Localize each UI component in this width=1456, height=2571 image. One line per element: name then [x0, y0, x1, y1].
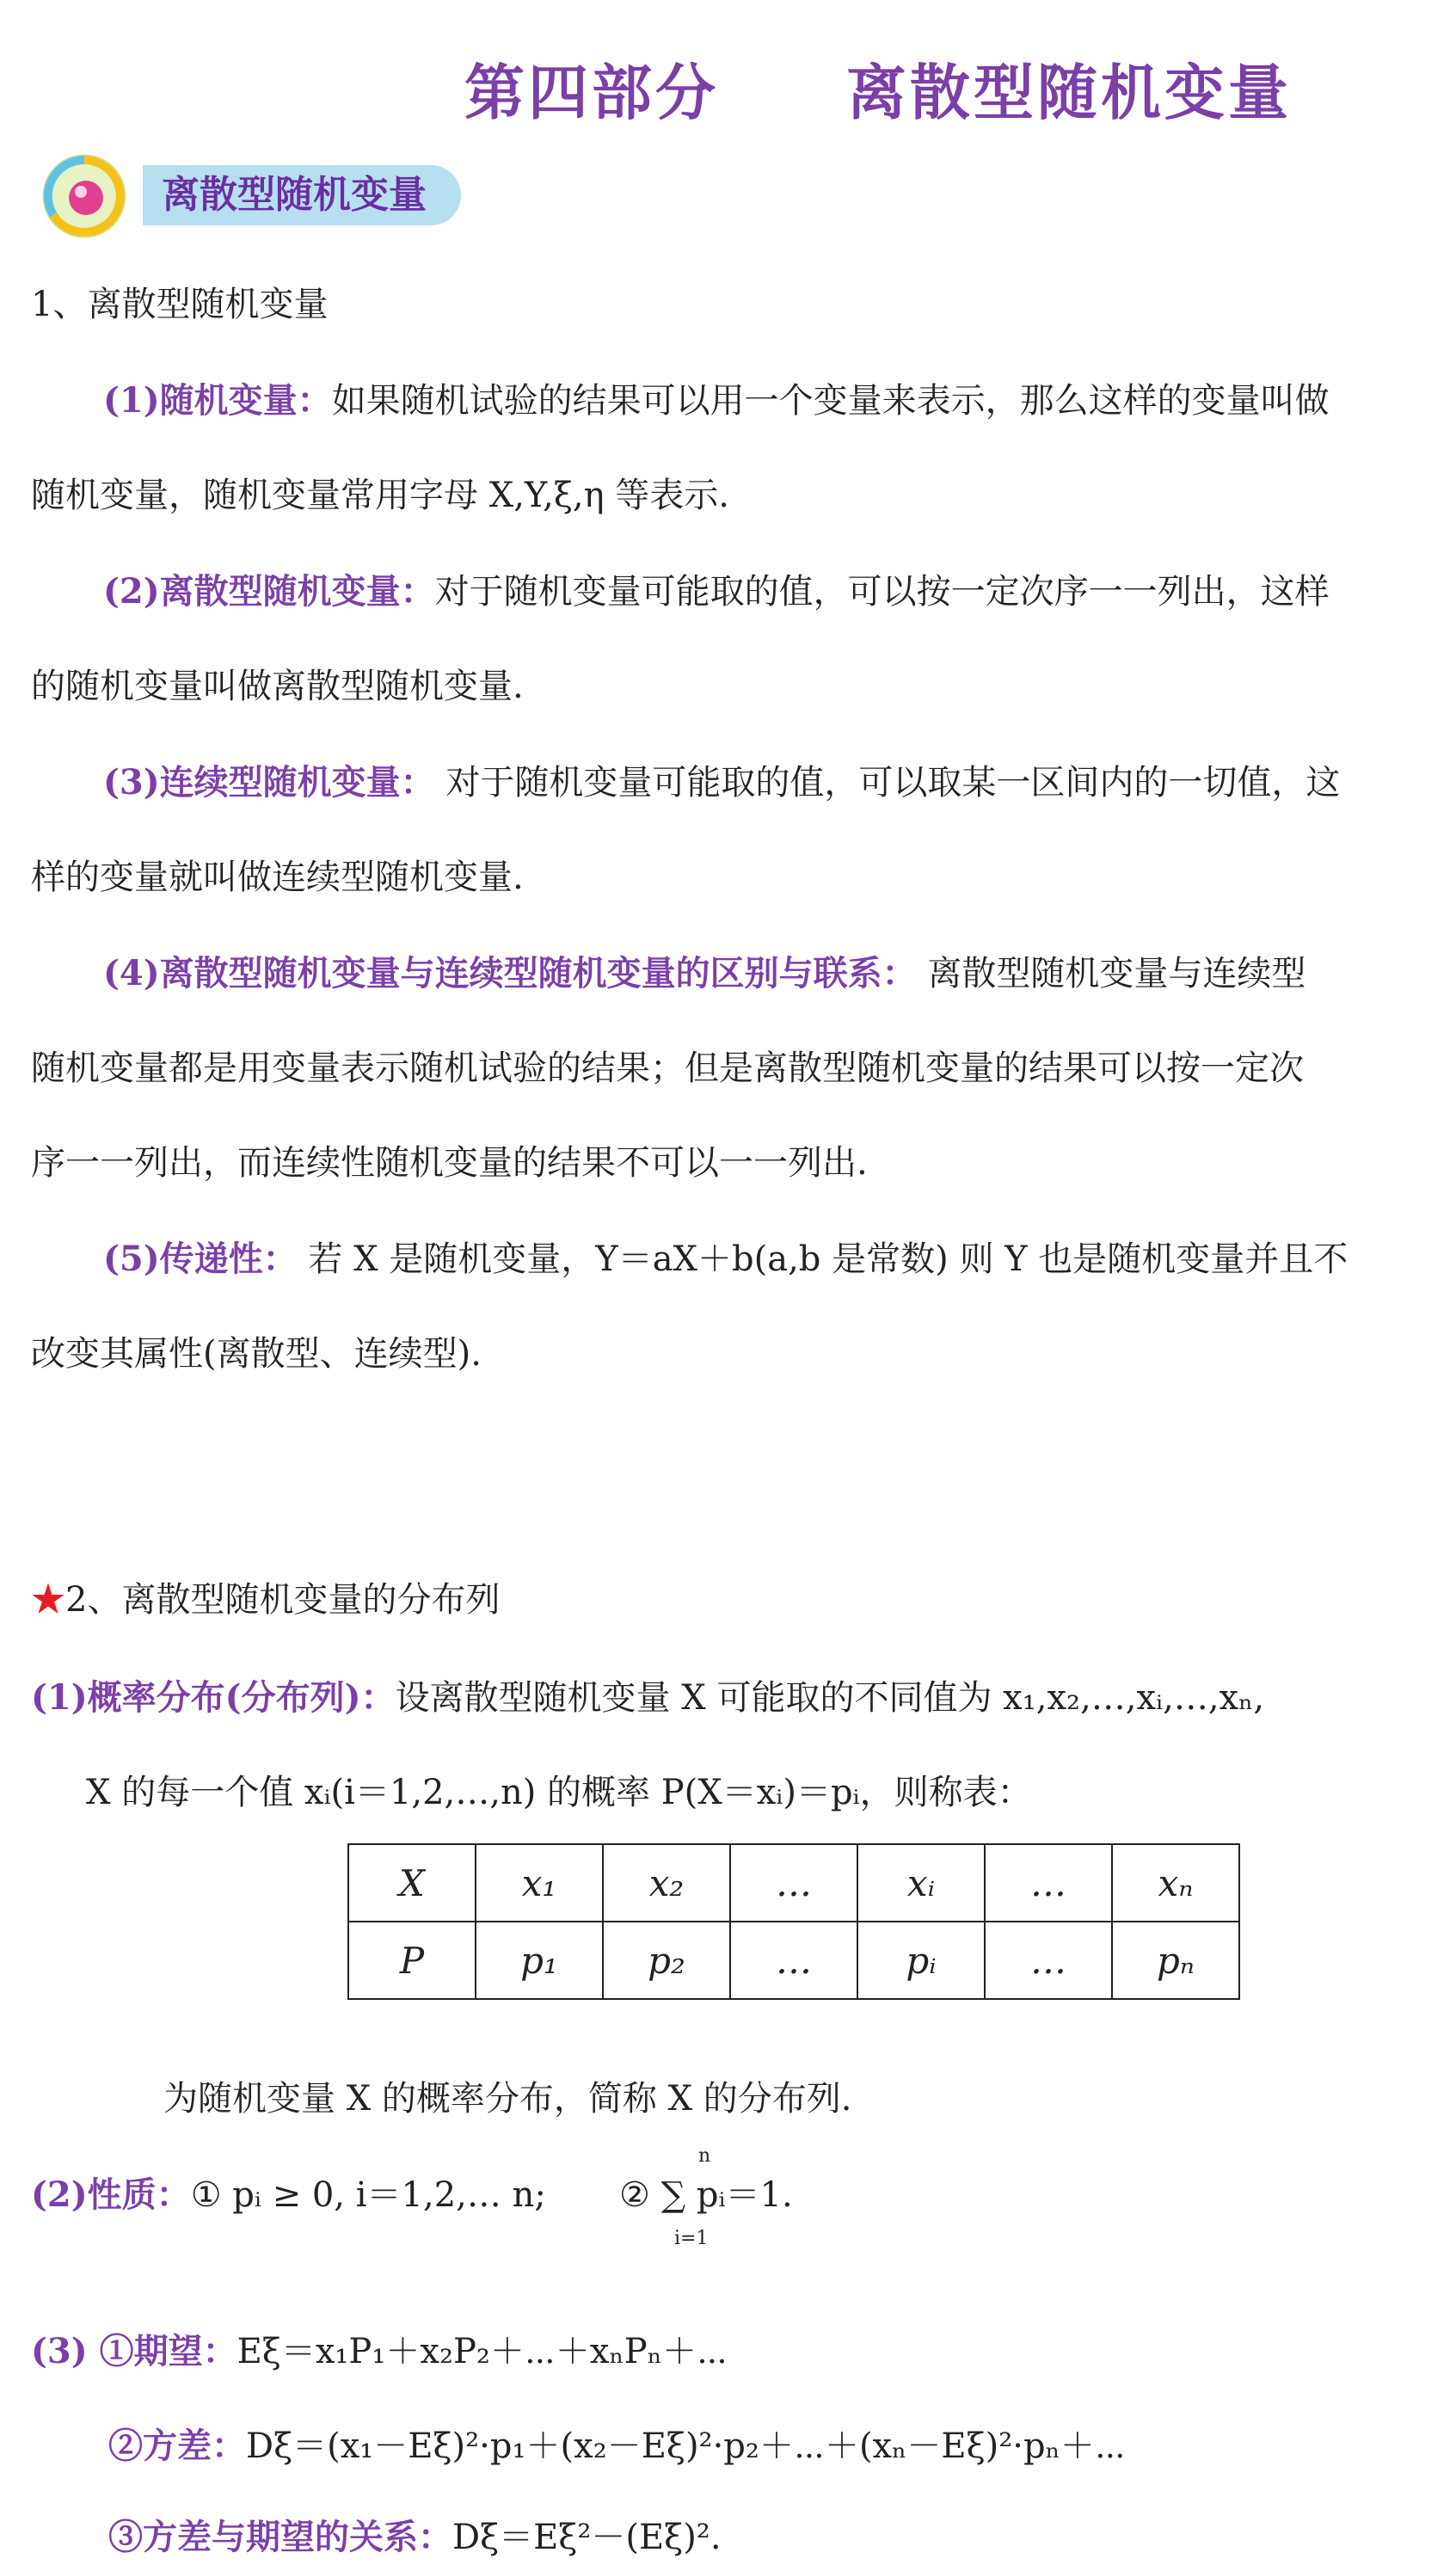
paragraph-3-line-2: 样的变量就叫做连续型随机变量. [31, 858, 524, 897]
text: 设离散型随机变量 X 可能取的不同值为 x₁,x₂,…,xᵢ,…,xₙ, [395, 1678, 1265, 1718]
term-probability-distribution: (1)概率分布(分布列)： [31, 1677, 396, 1718]
relation-line [108, 2513, 722, 2562]
table-cell: … [730, 1922, 857, 1999]
table-cell: xₙ [1112, 1844, 1239, 1922]
table-row [348, 1844, 1239, 1922]
paragraph-2-line-2: 的随机变量叫做离散型随机变量. [31, 667, 524, 706]
properties-line [31, 2171, 546, 2219]
text: 对于随机变量可能取的值，可以取某一区间内的一切值，这 [434, 763, 1341, 803]
definition-line-1 [31, 1674, 1264, 1722]
term-expectation: (3) ①期望： [31, 2331, 237, 2371]
table-cell: p₂ [603, 1922, 730, 1999]
table-caption: 为随机变量 X 的概率分布，简称 X 的分布列. [163, 2079, 852, 2119]
formula: Eξ＝x₁P₁＋x₂P₂＋⋯＋xₙPₙ＋⋯ [237, 2332, 728, 2371]
variance-line [108, 2422, 1126, 2470]
table-row [348, 1922, 1239, 1999]
table-cell: … [985, 1922, 1112, 1999]
term-properties: (2)性质： [31, 2174, 191, 2215]
text: 离散型随机变量与连续型 [916, 954, 1306, 993]
paragraph-1-line-2: 随机变量，随机变量常用字母 X,Y,ξ,η 等表示. [31, 476, 730, 515]
table-cell: … [985, 1844, 1112, 1922]
section-badge-label: 离散型随机变量 [143, 165, 461, 225]
section-2-heading [31, 1576, 500, 1624]
heading-text: 2、离散型随机变量的分布列 [65, 1580, 501, 1620]
property-1: ① pᵢ ≥ 0, i＝1,2,… n; [190, 2175, 546, 2215]
star-icon: ★ [31, 1580, 65, 1620]
paragraph-4-line-3: 序一一列出，而连续性随机变量的结果不可以一一列出. [31, 1143, 868, 1183]
sum-lower-limit: i=1 [674, 2228, 709, 2249]
paragraph-1-line-1 [103, 377, 1330, 425]
table-cell: pₙ [1112, 1922, 1239, 1999]
text: 对于随机变量可能取的值，可以按一定次序一一列出，这样 [434, 572, 1330, 612]
section-1-heading: 1、离散型随机变量 [31, 285, 329, 324]
table-cell: x₁ [476, 1844, 603, 1922]
term-continuous-random-variable: (3)连续型随机变量： [103, 762, 435, 803]
paragraph-4-line-2: 随机变量都是用变量表示随机试验的结果；但是离散型随机变量的结果可以按一定次 [31, 1049, 1304, 1088]
table-cell: pᵢ [857, 1922, 985, 1999]
table-cell: xᵢ [857, 1844, 985, 1922]
orb-icon [41, 153, 127, 239]
term-random-variable: (1)随机变量： [103, 380, 332, 421]
section-badge [41, 148, 497, 243]
term-discrete-random-variable: (2)离散型随机变量： [103, 571, 435, 612]
sum-upper-limit: n [698, 2145, 711, 2167]
paragraph-5-line-2: 改变其属性(离散型、连续型). [31, 1334, 482, 1374]
formula: Dξ＝(x₁－Eξ)²·p₁＋(x₂－Eξ)²·p₂＋⋯＋(xₙ－Eξ)²·pₙ＋⋯ [246, 2426, 1126, 2466]
table-cell: … [730, 1844, 857, 1922]
term-variance: ②方差： [108, 2426, 246, 2466]
page-title: 第四部分 离散型随机变量 [464, 57, 1292, 128]
text: 如果随机试验的结果可以用一个变量来表示，那么这样的变量叫做 [331, 381, 1330, 421]
definition-line-2: X 的每一个值 xᵢ(i＝1,2,…,n) 的概率 P(X＝xᵢ)＝pᵢ，则称表： [86, 1773, 1032, 1812]
expectation-line [31, 2328, 728, 2376]
term-variance-expectation-relation: ③方差与期望的关系： [108, 2517, 452, 2557]
formula: Dξ＝Eξ²－(Eξ)². [452, 2518, 722, 2557]
table-cell: x₂ [603, 1844, 730, 1922]
text: 若 X 是随机变量，Y＝aX＋b(a,b 是常数) 则 Y 也是随机变量并且不 [297, 1239, 1348, 1279]
term-transitivity: (5)传递性： [103, 1239, 298, 1279]
paragraph-2-line-1 [103, 568, 1330, 616]
paragraph-3-line-1 [103, 759, 1340, 807]
paragraph-4-line-1 [103, 950, 1305, 998]
table-cell: P [348, 1922, 476, 1999]
term-difference-and-relation: (4)离散型随机变量与连续型随机变量的区别与联系： [103, 953, 917, 993]
property-2: ② ∑ pᵢ＝1. [619, 2175, 793, 2215]
paragraph-5-line-1 [103, 1235, 1348, 1283]
table-cell: p₁ [476, 1922, 603, 1999]
distribution-table [347, 1843, 1240, 2000]
table-cell: X [348, 1844, 476, 1922]
